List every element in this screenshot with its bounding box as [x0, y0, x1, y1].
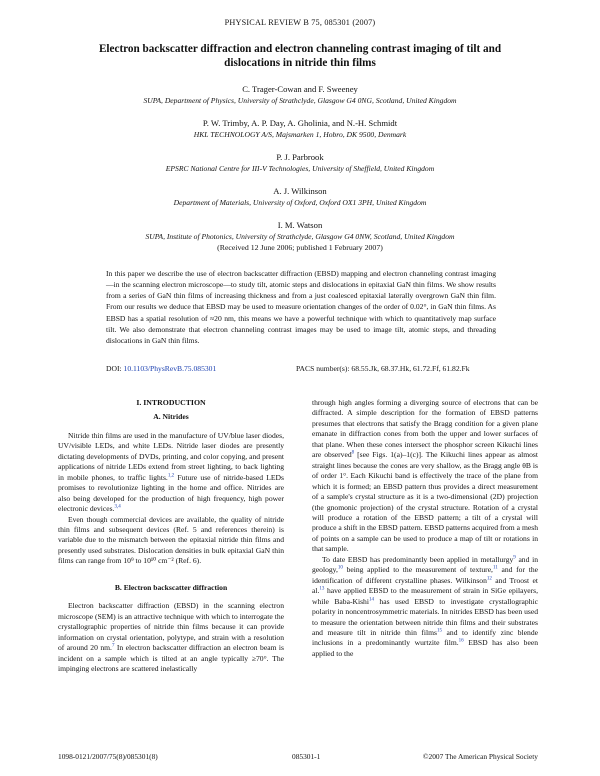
- paper-title: Electron backscatter diffraction and electron channeling contrast imaging of tilt and dislocations in nitride thin films: [98, 43, 502, 69]
- citation[interactable]: 13: [319, 586, 325, 592]
- citation[interactable]: 12: [486, 576, 492, 582]
- author-names: P. J. Parbrook: [276, 152, 324, 162]
- author-block: [40, 118, 560, 140]
- paragraph: Nitride thin films are used in the manufacture of UV/blue laser diodes, UV/visible LEDs, and white LEDs. Nitride laser diodes are presently dictating developments of DVDs, printing, and color copying, and present applications of nitride LEDs extend from street lighting, to back lighting in mobile phones, to traffic lights.$^{1,2}$ Future use of nitride-based LEDs promises to revolutionize lighting in the home and office. Nitrides are also being developed for the production of high frequency, high power electronic devices.$^{3,4}$: [58, 430, 284, 514]
- doi-label: DOI:: [106, 364, 122, 373]
- author-affiliation: Department of Materials, University of Oxford, Oxford OX1 3PH, United Kingdom: [173, 198, 427, 207]
- abstract: In this paper we describe the use of electron backscatter diffraction (EBSD) mapping and electron channeling contrast imaging—in the scanning electron microscope—to study tilt, atomic steps and dislocations in epitaxial GaN thin films. We show results from a series of GaN thin films of increasing thickness and from a just coalesced epitaxial laterally overgrown GaN thin film. From our results we deduce that EBSD may be used to measure orientation changes of the order of 0.02°, in GaN thin films. As EBSD has a spatial resolution of ≈20 nm, this means we have a powerful technique with which to quantitatively map surface tilt. We also demonstrate that electron channeling contrast images may be used to image tilt, atomic steps, and threading dislocations in GaN thin films.: [106, 269, 496, 345]
- citation[interactable]: 7: [111, 643, 115, 649]
- doi: [106, 364, 216, 373]
- author-affiliation: SUPA, Department of Physics, University of Strathclyde, Glasgow G4 0NG, Scotland, United Kingdom: [143, 96, 457, 105]
- section-heading: I. INTRODUCTION: [136, 398, 206, 407]
- author-block: [40, 152, 560, 174]
- citation[interactable]: 1,2: [167, 473, 175, 479]
- right-column: [312, 398, 538, 659]
- subsection-heading: B. Electron backscatter diffraction: [114, 582, 228, 592]
- citation[interactable]: 15: [437, 628, 442, 634]
- footer-copyright: ©2007 The American Physical Society: [422, 752, 538, 761]
- author-block: [40, 84, 560, 106]
- received-date: (Received 12 June 2006; published 1 February 2007): [217, 243, 383, 252]
- subsection-heading: A. Nitrides: [153, 412, 189, 422]
- citation[interactable]: 8: [351, 450, 355, 456]
- paragraph: Even though commercial devices are available, the quality of nitride thin films and subsequent devices (Ref. 5 and references therein) is variable due to the mismatch between the epitaxial nitride thin films and presently used substrates. Dislocation densities in bulk epitaxial GaN thin films can range from 10⁹ to 10¹⁰ cm⁻² (Ref. 6).: [58, 514, 284, 566]
- citation[interactable]: 3,4: [114, 504, 121, 510]
- citation[interactable]: 10: [337, 565, 343, 571]
- paragraph: Electron backscatter diffraction (EBSD) in the scanning electron microscope (SEM) is an attractive technique with which to interrogate the crystallographic properties of nitride thin films because it can provide information on crystal orientation, polytype, and strain with a resolution of around 20 nm.$^7$ In electron backscatter diffraction an electron beam is incident on a sample which is tilted at an angle typically ≥70°. The impinging electrons are scattered inelastically: [58, 601, 284, 673]
- footer-issn: 1098-0121/2007/75(8)/085301(8): [58, 752, 158, 761]
- author-names: P. W. Trimby, A. P. Day, A. Gholinia, and N.-H. Schmidt: [202, 118, 398, 128]
- citation[interactable]: 9: [513, 555, 516, 561]
- author-names: C. Trager-Cowan and F. Sweeney: [242, 84, 358, 94]
- author-block: [40, 186, 560, 208]
- author-affiliation: EPSRC National Centre for III-V Technologies, University of Sheffield, United Kingdom: [165, 164, 435, 173]
- citation[interactable]: 16: [458, 638, 464, 644]
- paragraph: through high angles forming a diverging source of electrons that can be diffracted. A simple description for the formation of EBSD patterns presumes that electrons that satisfy the Bragg condition for a given plane emanate in diffraction cones from both the upper and lower surfaces of that plane. When these cones intersect the phosphor screen Kikuchi lines are observed$^8$ [see Figs. 1(a)–1(c)]. The Kikuchi lines appear as almost straight lines because the cones are very shallow, as the Bragg angle θB is of order 1°. Each Kikuchi band is effectively the trace of the plane from which it is formed; an EBSD pattern thus provides a direct measurement of a sample's crystal structure as it is a two-dimensional (2D) projection (the gnomonic projection) of the crystal structure. Rotation of a crystal will produce a rotation of the EBSD pattern; a tilt of a crystal will produce a shift in the EBSD pattern. EBSD patterns acquired from a mesh of points on a sample can be used to produce a map of tilt or rotations in that sample.: [312, 398, 538, 554]
- paragraph: To date EBSD has predominantly been applied in metallurgy$^9$ and in geology,$^{10}$ being applied to the measurement of texture,$^{11}$ and for the identification of different crystalline phases. Wilkinson$^{12}$ and Troost et al.$^{13}$ have applied EBSD to the measurement of strain in SiGe epilayers, while Baba-Kishi$^{14}$ has used EBSD to investigate crystallographic polarity in noncentrosymmetric materials. In nitrides EBSD has been used to measure the orientation between nitride thin films and their substrates and measure tilt in nitride thin films$^{15}$ and to identify zinc blende inclusions in a predominantly wurtzite film.$^{16}$ EBSD has also been applied to the: [312, 554, 538, 658]
- author-affiliation: SUPA, Institute of Photonics, University of Strathclyde, Glasgow G4 0NW, Scotland, United Kingdom: [145, 232, 455, 241]
- running-head: PHYSICAL REVIEW B 75, 085301 (2007): [224, 18, 376, 27]
- author-names: I. M. Watson: [277, 220, 323, 230]
- author-affiliation: HKL TECHNOLOGY A/S, Majsmarken 1, Hobro, DK 9500, Denmark: [193, 130, 407, 139]
- author-list: [40, 84, 560, 265]
- left-column: [58, 398, 284, 674]
- pacs-numbers: PACS number(s): 68.55.Jk, 68.37.Hk, 61.72.Ff, 61.82.Fk: [296, 364, 470, 373]
- author-block: [40, 220, 560, 253]
- citation[interactable]: 11: [492, 565, 498, 571]
- citation[interactable]: 14: [368, 597, 374, 603]
- author-names: A. J. Wilkinson: [273, 186, 327, 196]
- doi-link[interactable]: 10.1103/PhysRevB.75.085301: [123, 364, 217, 373]
- footer-page-number: 085301-1: [292, 752, 321, 761]
